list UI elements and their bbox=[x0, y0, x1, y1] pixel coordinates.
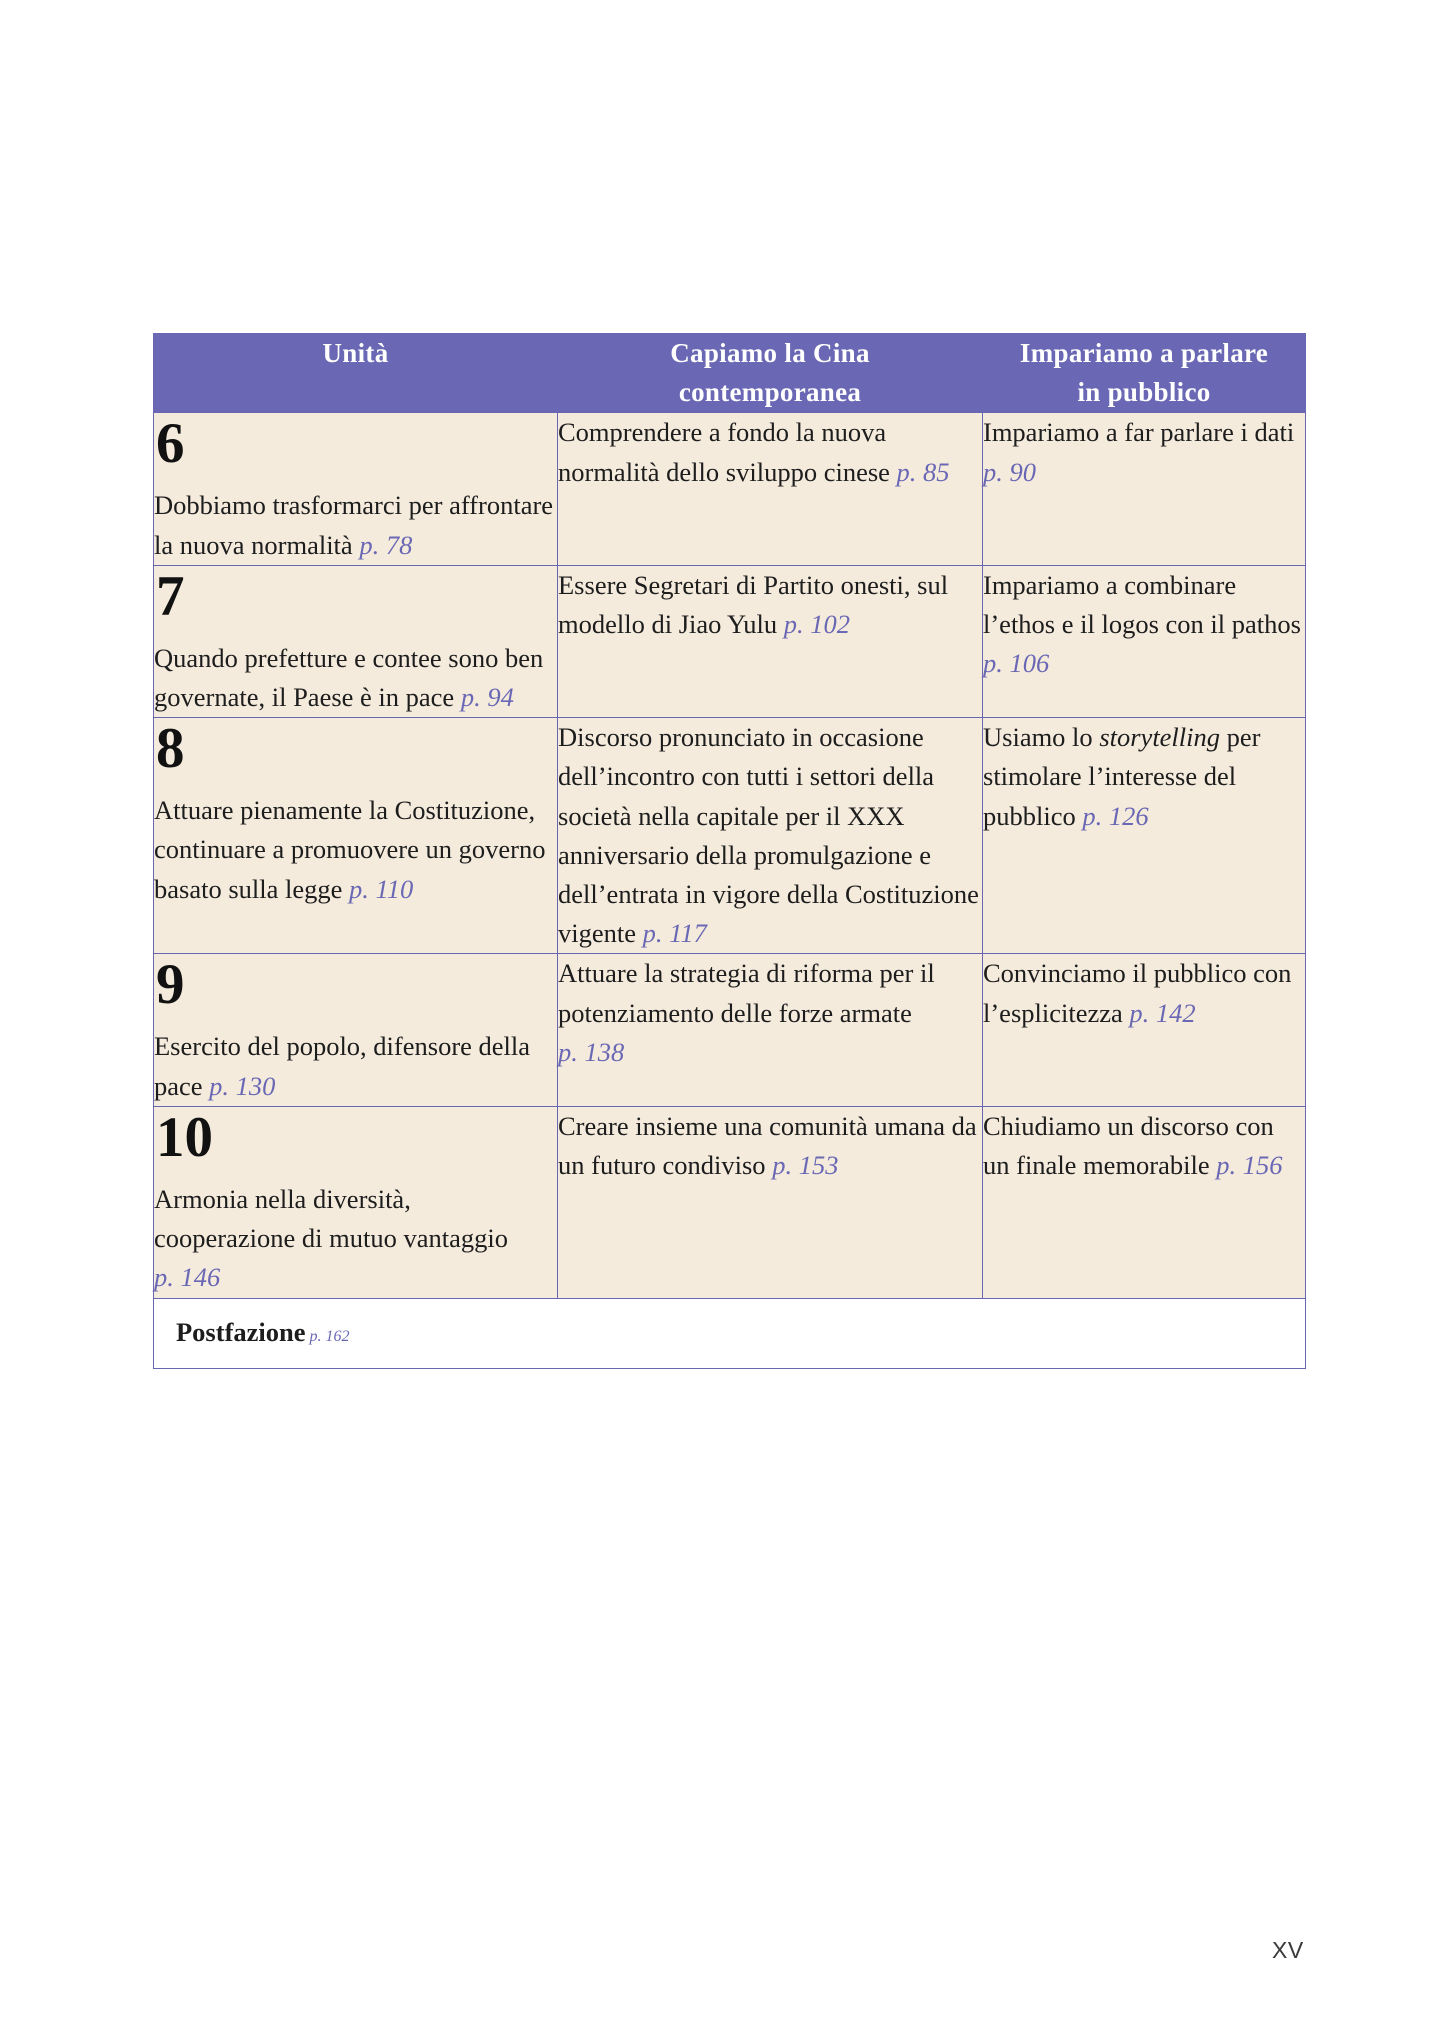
unit-title bbox=[154, 1027, 557, 1105]
unit-cell bbox=[154, 718, 558, 954]
capiamo-entry bbox=[558, 1107, 982, 1185]
table-row bbox=[154, 413, 1306, 565]
column-header-capiamo-line1: Capiamo la Cina bbox=[670, 338, 870, 368]
impariamo-entry bbox=[983, 1107, 1305, 1185]
impariamo-cell bbox=[983, 1106, 1306, 1298]
impariamo-page-number: p. 142 bbox=[1129, 997, 1196, 1028]
table-header bbox=[154, 334, 1306, 413]
unit-title bbox=[154, 1180, 557, 1298]
unit-page-number: p. 146 bbox=[154, 1262, 221, 1293]
table-row-postfazione bbox=[154, 1298, 1306, 1368]
capiamo-text: Essere Segretari di Partito onesti, sul modello di Jiao Yulu bbox=[558, 569, 949, 639]
unit-number: 8 bbox=[156, 717, 185, 781]
page-number: XV bbox=[1272, 1937, 1304, 1963]
column-header-impariamo-line2: in pubblico bbox=[1077, 377, 1211, 408]
unit-page-number: p. 130 bbox=[209, 1070, 276, 1101]
table-row bbox=[154, 954, 1306, 1106]
capiamo-cell bbox=[558, 413, 983, 565]
capiamo-page-number: p. 138 bbox=[558, 1036, 625, 1067]
unit-cell bbox=[154, 1106, 558, 1298]
unit-title bbox=[154, 639, 557, 717]
unit-title bbox=[154, 791, 557, 909]
impariamo-text: Impariamo a combinare l’ethos e il logos con il pathos bbox=[983, 569, 1301, 639]
capiamo-entry bbox=[558, 413, 982, 491]
impariamo-text-before: Usiamo lo bbox=[983, 722, 1100, 753]
column-header-unit-line1: Unità bbox=[322, 338, 389, 368]
unit-number: 9 bbox=[156, 953, 185, 1017]
capiamo-page-number: p. 117 bbox=[642, 918, 707, 949]
impariamo-page-number: p. 90 bbox=[983, 456, 1036, 487]
table-row bbox=[154, 1106, 1306, 1298]
unit-number: 7 bbox=[156, 564, 185, 628]
impariamo-text: Convinciamo il pubblico con l’esplicitezza bbox=[983, 958, 1292, 1028]
capiamo-text: Comprendere a fondo la nuova normalità dello sviluppo cinese bbox=[558, 417, 890, 487]
column-header-capiamo-line2: contemporanea bbox=[678, 377, 862, 408]
capiamo-cell bbox=[558, 954, 983, 1106]
column-header-impariamo-line1: Impariamo a parlare bbox=[1019, 338, 1269, 368]
unit-title-text: Attuare pienamente la Costituzione, continuare a promuovere un governo basato sulla legge bbox=[154, 795, 546, 904]
impariamo-cell bbox=[983, 565, 1306, 717]
unit-title-text: Armonia nella diversità, cooperazione di mutuo vantaggio bbox=[154, 1183, 508, 1254]
unit-page-number: p. 110 bbox=[349, 873, 414, 904]
impariamo-text: Chiudiamo un discorso con un finale memorabile bbox=[983, 1110, 1274, 1181]
unit-title-text: Dobbiamo trasformarci per affrontare la nuova normalità bbox=[154, 490, 554, 560]
table-of-contents bbox=[153, 333, 1306, 1369]
unit-cell bbox=[154, 954, 558, 1106]
impariamo-page-number: p. 126 bbox=[1082, 800, 1149, 831]
unit-title bbox=[154, 486, 557, 564]
table-row bbox=[154, 565, 1306, 717]
column-header-unit bbox=[154, 334, 558, 413]
capiamo-entry bbox=[558, 566, 982, 644]
capiamo-page-number: p. 85 bbox=[896, 456, 950, 487]
unit-title-text: Esercito del popolo, difensore della pace bbox=[154, 1031, 531, 1101]
column-header-capiamo bbox=[558, 334, 983, 413]
unit-cell bbox=[154, 413, 558, 565]
column-header-impariamo bbox=[983, 334, 1306, 413]
impariamo-entry bbox=[983, 413, 1305, 491]
impariamo-page-number: p. 156 bbox=[1216, 1150, 1283, 1181]
impariamo-page-number: p. 106 bbox=[983, 648, 1050, 679]
capiamo-cell bbox=[558, 1106, 983, 1298]
capiamo-entry bbox=[558, 954, 982, 1072]
postfazione-cell bbox=[154, 1298, 1306, 1368]
unit-page-number: p. 78 bbox=[359, 529, 413, 560]
unit-title-text: Quando prefetture e contee sono ben governate, il Paese è in pace bbox=[154, 642, 544, 712]
capiamo-text: Discorso pronunciato in occasione dell’incontro con tutti i settori della società nella capitale per il XXX anniversario della promulgazione e dell’entrata in vigore della Costituzione vigente bbox=[558, 722, 979, 949]
capiamo-cell bbox=[558, 565, 983, 717]
capiamo-cell bbox=[558, 718, 983, 954]
impariamo-entry bbox=[983, 954, 1305, 1032]
unit-number: 10 bbox=[156, 1105, 213, 1169]
capiamo-text: Attuare la strategia di riforma per il potenziamento delle forze armate bbox=[558, 958, 935, 1028]
capiamo-page-number: p. 102 bbox=[783, 608, 850, 639]
postfazione-page-number: p. 162 bbox=[309, 1327, 350, 1345]
impariamo-text-after: per stimolare l’interesse del pubblico bbox=[983, 722, 1261, 831]
impariamo-text: Impariamo a far parlare i dati bbox=[983, 417, 1295, 448]
postfazione-label: Postfazione bbox=[176, 1316, 306, 1347]
impariamo-entry bbox=[983, 718, 1305, 836]
impariamo-cell bbox=[983, 954, 1306, 1106]
capiamo-entry bbox=[558, 718, 982, 953]
impariamo-cell bbox=[983, 718, 1306, 954]
unit-cell bbox=[154, 565, 558, 717]
table-body bbox=[154, 413, 1306, 1368]
table-header-row bbox=[154, 334, 1306, 413]
table-row bbox=[154, 718, 1306, 954]
unit-page-number: p. 94 bbox=[460, 681, 514, 712]
capiamo-page-number: p. 153 bbox=[772, 1150, 839, 1181]
capiamo-text: Creare insieme una comunità umana da un futuro condiviso bbox=[558, 1110, 977, 1181]
impariamo-cell bbox=[983, 413, 1306, 565]
unit-number: 6 bbox=[156, 412, 185, 476]
impariamo-entry bbox=[983, 566, 1305, 684]
impariamo-text-italic: storytelling bbox=[1099, 722, 1221, 753]
